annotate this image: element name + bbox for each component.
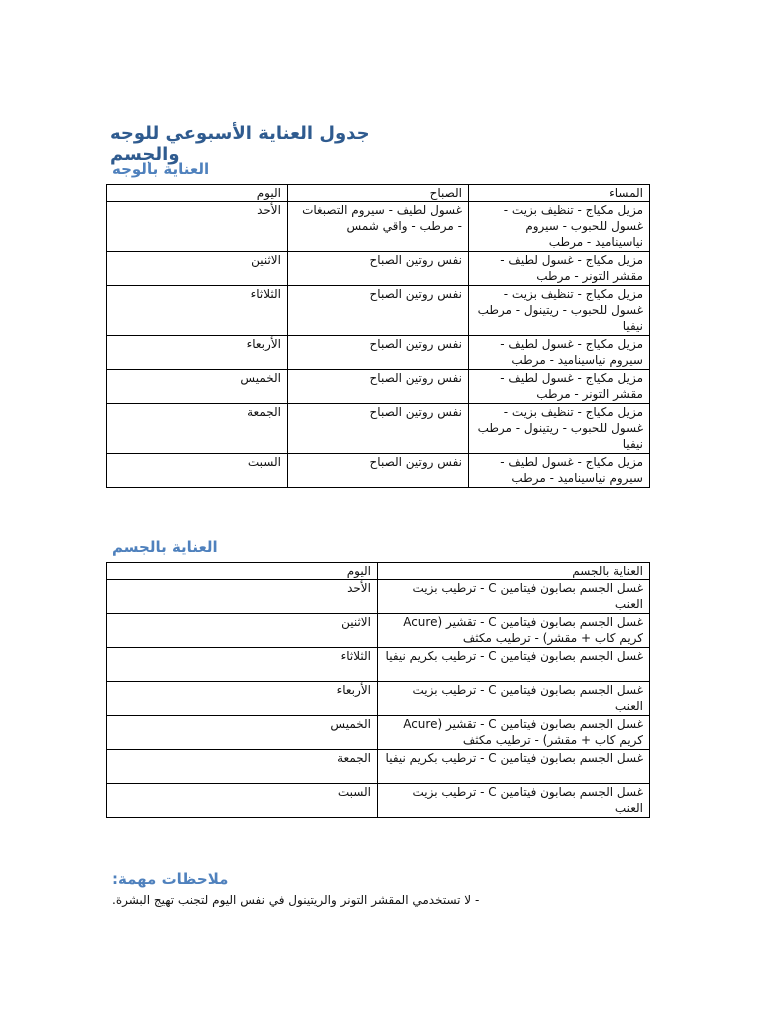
body-care-cell: غسل الجسم بصابون فيتامين C - ترطيب بكريم نيفيا bbox=[378, 750, 650, 784]
day-cell: الأحد bbox=[107, 580, 378, 614]
evening-cell: مزيل مكياج - غسول لطيف - مقشر التونر - مرطب bbox=[469, 370, 650, 404]
day-cell: الجمعة bbox=[107, 750, 378, 784]
morning-cell: نفس روتين الصباح bbox=[288, 336, 469, 370]
face-care-table bbox=[106, 184, 650, 488]
morning-cell: نفس روتين الصباح bbox=[288, 454, 469, 488]
note-item: - لا تستخدمي المقشر التونر والريتينول في نفس اليوم لتجنب تهيج البشرة. bbox=[112, 893, 480, 907]
morning-cell: نفس روتين الصباح bbox=[288, 286, 469, 336]
table-row bbox=[107, 750, 650, 784]
header-morning: الصباح bbox=[288, 185, 469, 202]
header-day: اليوم bbox=[107, 563, 378, 580]
table-row bbox=[107, 404, 650, 454]
body-table-header-row bbox=[107, 563, 650, 580]
body-care-cell: غسل الجسم بصابون فيتامين C - تقشير (Acure كريم كاب + مقشر) - ترطيب مكثف bbox=[378, 716, 650, 750]
evening-cell: مزيل مكياج - تنظيف بزيت - غسول للحبوب - سيروم نياسيناميد - مرطب bbox=[469, 202, 650, 252]
body-care-cell: غسل الجسم بصابون فيتامين C - ترطيب بزيت العنب bbox=[378, 784, 650, 818]
day-cell: الجمعة bbox=[107, 404, 288, 454]
body-care-cell: غسل الجسم بصابون فيتامين C - ترطيب بزيت العنب bbox=[378, 580, 650, 614]
table-row bbox=[107, 682, 650, 716]
morning-cell: نفس روتين الصباح bbox=[288, 370, 469, 404]
body-care-cell: غسل الجسم بصابون فيتامين C - تقشير (Acure كريم كاب + مقشر) - ترطيب مكثف bbox=[378, 614, 650, 648]
evening-cell: مزيل مكياج - تنظيف بزيت - غسول للحبوب - ريتينول - مرطب نيفيا bbox=[469, 404, 650, 454]
day-cell: الأربعاء bbox=[107, 336, 288, 370]
day-cell: الخميس bbox=[107, 370, 288, 404]
day-cell: الثلاثاء bbox=[107, 286, 288, 336]
body-section-heading: العناية بالجسم bbox=[112, 538, 218, 556]
table-row bbox=[107, 202, 650, 252]
day-cell: الثلاثاء bbox=[107, 648, 378, 682]
evening-cell: مزيل مكياج - غسول لطيف - سيروم نياسيناميد - مرطب bbox=[469, 454, 650, 488]
evening-cell: مزيل مكياج - تنظيف بزيت - غسول للحبوب - ريتينول - مرطب نيفيا bbox=[469, 286, 650, 336]
evening-cell: مزيل مكياج - غسول لطيف - سيروم نياسيناميد - مرطب bbox=[469, 336, 650, 370]
table-row bbox=[107, 454, 650, 488]
table-row bbox=[107, 252, 650, 286]
day-cell: الاثنين bbox=[107, 252, 288, 286]
table-row bbox=[107, 716, 650, 750]
body-care-cell: غسل الجسم بصابون فيتامين C - ترطيب بزيت العنب bbox=[378, 682, 650, 716]
body-care-cell: غسل الجسم بصابون فيتامين C - ترطيب بكريم نيفيا bbox=[378, 648, 650, 682]
table-row bbox=[107, 336, 650, 370]
day-cell: الأربعاء bbox=[107, 682, 378, 716]
day-cell: السبت bbox=[107, 784, 378, 818]
header-day: اليوم bbox=[107, 185, 288, 202]
day-cell: الخميس bbox=[107, 716, 378, 750]
evening-cell: مزيل مكياج - غسول لطيف - مقشر التونر - مرطب bbox=[469, 252, 650, 286]
notes-heading: ملاحظات مهمة: bbox=[112, 870, 229, 888]
table-row bbox=[107, 648, 650, 682]
header-body-care: العناية بالجسم bbox=[378, 563, 650, 580]
day-cell: الأحد bbox=[107, 202, 288, 252]
morning-cell: غسول لطيف - سيروم التصبغات - مرطب - واقي شمس bbox=[288, 202, 469, 252]
day-cell: الاثنين bbox=[107, 614, 378, 648]
table-row bbox=[107, 370, 650, 404]
header-evening: المساء bbox=[469, 185, 650, 202]
face-table-header-row bbox=[107, 185, 650, 202]
table-row bbox=[107, 580, 650, 614]
page-title: جدول العناية الأسبوعي للوجه والجسم bbox=[110, 123, 370, 165]
face-section-heading: العناية بالوجه bbox=[112, 160, 210, 178]
table-row bbox=[107, 784, 650, 818]
day-cell: السبت bbox=[107, 454, 288, 488]
body-care-table bbox=[106, 562, 650, 818]
table-row bbox=[107, 614, 650, 648]
morning-cell: نفس روتين الصباح bbox=[288, 252, 469, 286]
morning-cell: نفس روتين الصباح bbox=[288, 404, 469, 454]
table-row bbox=[107, 286, 650, 336]
